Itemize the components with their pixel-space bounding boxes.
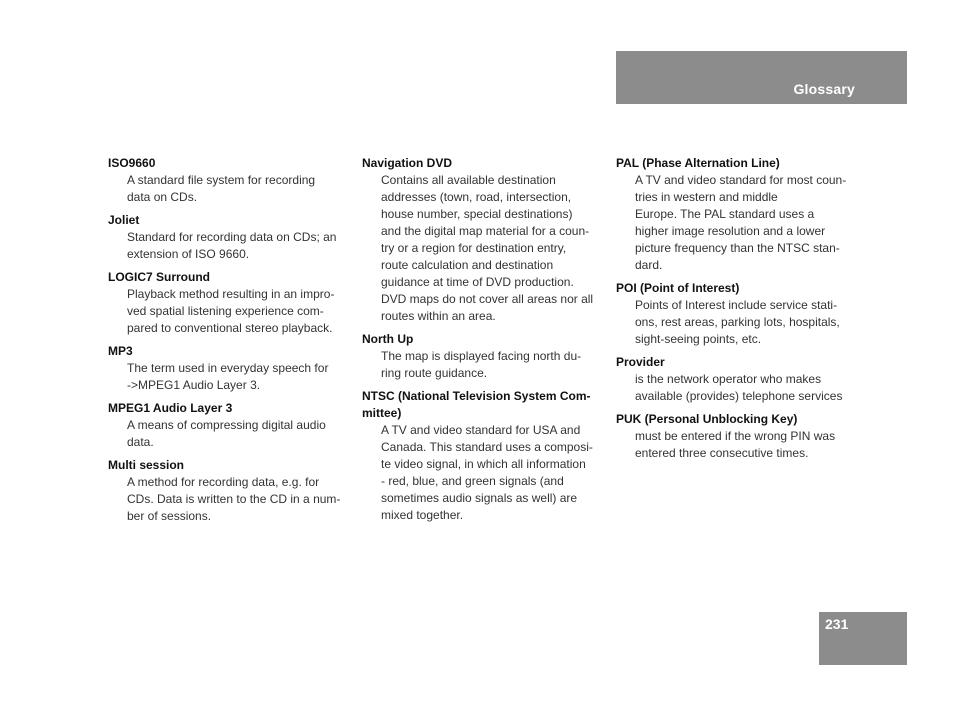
section-header-tab (616, 51, 907, 104)
glossary-entry-ntsc (362, 388, 610, 524)
definition-line: Canada. This standard uses a composi- (381, 440, 593, 454)
definition-line: A standard file system for recording (127, 173, 316, 187)
definition-line: house number, special destinations) (381, 207, 573, 221)
glossary-entry-poi (616, 280, 864, 348)
definition-line: data on CDs. (127, 190, 198, 204)
glossary-term: North Up (362, 332, 414, 346)
definition-line: must be entered if the wrong PIN was (635, 429, 836, 443)
glossary-entry-north-up (362, 331, 610, 382)
definition-line: Contains all available destination (381, 173, 556, 187)
glossary-term: Multi session (108, 458, 185, 472)
section-title: Glossary (793, 81, 855, 97)
definition-line: Europe. The PAL standard uses a (635, 207, 815, 221)
glossary-term: Navigation DVD (362, 156, 453, 170)
definition-line: and the digital map material for a coun- (381, 224, 590, 238)
definition-line: ->MPEG1 Audio Layer 3. (127, 378, 261, 392)
definition-line: higher image resolution and a lower (635, 224, 826, 238)
glossary-definition (108, 360, 358, 394)
definition-line: ved spatial listening experience com- (127, 304, 324, 318)
glossary-term: PUK (Personal Unblocking Key) (616, 412, 798, 426)
glossary-entry-navigation-dvd (362, 155, 610, 325)
glossary-entry-mp3 (108, 343, 358, 394)
definition-line: tries in western and middle (635, 190, 778, 204)
glossary-entry-pal (616, 155, 864, 274)
glossary-term: Joliet (108, 213, 140, 227)
glossary-definition (616, 297, 864, 348)
glossary-entry-logic7-surround (108, 269, 358, 337)
definition-line: A means of compressing digital audio (127, 418, 326, 432)
glossary-term: MP3 (108, 344, 133, 358)
definition-line: ber of sessions. (127, 509, 212, 523)
definition-line: ons, rest areas, parking lots, hospitals, (635, 315, 840, 329)
glossary-term: PAL (Phase Alternation Line) (616, 156, 780, 170)
glossary-entry-puk (616, 411, 864, 462)
definition-line: is the network operator who makes (635, 372, 822, 386)
definition-line: The map is displayed facing north du- (381, 349, 582, 363)
glossary-term: MPEG1 Audio Layer 3 (108, 401, 233, 415)
glossary-entry-iso9660 (108, 155, 358, 206)
definition-line: guidance at time of DVD production. (381, 275, 574, 289)
glossary-definition (108, 286, 358, 337)
glossary-term: Provider (616, 355, 665, 369)
definition-line: ring route guidance. (381, 366, 488, 380)
glossary-definition (362, 172, 610, 325)
definition-line: DVD maps do not cover all areas nor all (381, 292, 594, 306)
glossary-entry-mpeg1-audio-layer-3 (108, 400, 358, 451)
glossary-term: LOGIC7 Surround (108, 270, 210, 284)
definition-line: - red, blue, and green signals (and (381, 474, 564, 488)
definition-line: try or a region for destination entry, (381, 241, 567, 255)
glossary-definition (108, 229, 358, 263)
definition-line: dard. (635, 258, 663, 272)
definition-line: addresses (town, road, intersection, (381, 190, 572, 204)
definition-line: pared to conventional stereo playback. (127, 321, 333, 335)
page-number-box (819, 612, 907, 665)
glossary-term: ISO9660 (108, 156, 156, 170)
definition-line: sometimes audio signals as well) are (381, 491, 578, 505)
glossary-entry-joliet (108, 212, 358, 263)
definition-line: route calculation and destination (381, 258, 554, 272)
definition-line: picture frequency than the NTSC stan- (635, 241, 840, 255)
glossary-definition (362, 422, 610, 524)
definition-line: Standard for recording data on CDs; an (127, 230, 337, 244)
glossary-entry-multi-session (108, 457, 358, 525)
definition-line: Points of Interest include service stati- (635, 298, 838, 312)
page-number: 231 (825, 616, 849, 632)
glossary-term: NTSC (National Television System Com- (362, 389, 591, 403)
glossary-definition (108, 474, 358, 525)
definition-line: data. (127, 435, 154, 449)
glossary-entry-provider (616, 354, 864, 405)
definition-line: CDs. Data is written to the CD in a num- (127, 492, 341, 506)
definition-line: A TV and video standard for most coun- (635, 173, 847, 187)
glossary-column-1 (108, 155, 358, 531)
glossary-term: POI (Point of Interest) (616, 281, 740, 295)
glossary-definition (362, 348, 610, 382)
glossary-column-2 (362, 155, 610, 530)
definition-line: routes within an area. (381, 309, 496, 323)
glossary-term-continuation: mittee) (362, 406, 402, 420)
definition-line: extension of ISO 9660. (127, 247, 250, 261)
glossary-definition (108, 417, 358, 451)
definition-line: sight-seeing points, etc. (635, 332, 762, 346)
glossary-definition (616, 172, 864, 274)
definition-line: A method for recording data, e.g. for (127, 475, 320, 489)
definition-line: entered three consecutive times. (635, 446, 809, 460)
definition-line: te video signal, in which all information (381, 457, 586, 471)
definition-line: mixed together. (381, 508, 464, 522)
glossary-column-3 (616, 155, 864, 468)
glossary-definition (108, 172, 358, 206)
glossary-definition (616, 371, 864, 405)
definition-line: Playback method resulting in an impro- (127, 287, 335, 301)
definition-line: The term used in everyday speech for (127, 361, 329, 375)
definition-line: A TV and video standard for USA and (381, 423, 581, 437)
glossary-definition (616, 428, 864, 462)
definition-line: available (provides) telephone services (635, 389, 843, 403)
